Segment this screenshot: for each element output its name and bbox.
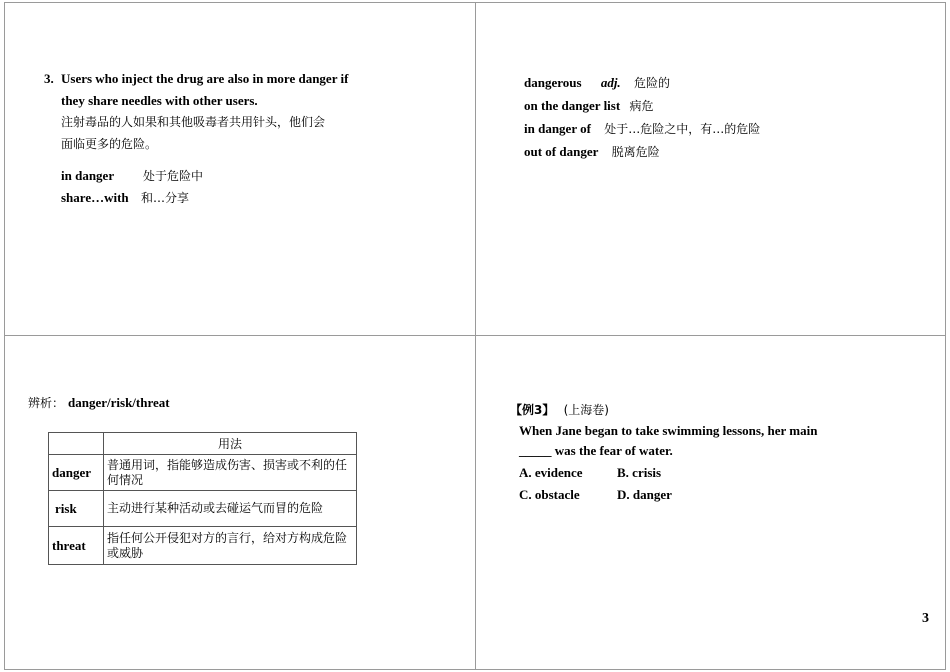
table-row [49, 527, 357, 565]
table-row [49, 491, 357, 527]
table-cell-usage: 主动进行某种活动或去碰运气而冒的危险 [104, 491, 357, 527]
vocab-cn: 脱离危险 [611, 145, 660, 159]
heading-en: danger/risk/threat [68, 395, 170, 410]
vocab-row [524, 74, 670, 91]
table-cell-usage: 指任何公开侵犯对方的言行，给对方构成危险或威胁 [104, 527, 357, 565]
vocab-en: on the danger list [524, 98, 621, 113]
vocab-row [524, 143, 660, 160]
phrase-cn: 处于危险中 [143, 169, 204, 183]
vocab-cn: 处于…危险之中，有…的危险 [604, 122, 761, 136]
page-number: 3 [922, 611, 929, 626]
option-d: D. danger [617, 487, 672, 502]
example-heading [510, 401, 609, 418]
question-line-1: When Jane began to take swimming lessons, her main [519, 423, 818, 438]
table-header-row [49, 433, 357, 455]
translation-line-1: 注射毒品的人如果和其他吸毒者共用针头，他们会 [61, 115, 326, 129]
vocab-pos: adj. [600, 75, 621, 90]
table-header-usage: 用法 [104, 433, 357, 455]
item-number: 3. [44, 71, 54, 86]
table-cell-word: risk [49, 491, 104, 527]
sentence-line-2: they share needles with other users. [61, 93, 258, 108]
phrase-en: in danger [61, 168, 115, 183]
usage-table [48, 432, 357, 565]
vocab-cn: 病危 [629, 99, 654, 113]
slide-frame-top-right [475, 2, 946, 336]
option-b: B. crisis [617, 465, 662, 480]
heading-cn: 辨析： [28, 396, 65, 410]
vocab-en: out of danger [524, 144, 599, 159]
vocab-en: dangerous [524, 75, 582, 90]
vocab-row [524, 120, 760, 137]
option-a: A. evidence [519, 465, 583, 480]
example-source: (上海卷) [563, 403, 609, 417]
sentence-line-1: Users who inject the drug are also in more danger if [61, 71, 349, 86]
table-cell-word: threat [49, 527, 104, 565]
phrase-cn: 和…分享 [141, 191, 190, 205]
example-label: 【例3】 [510, 403, 555, 417]
vocab-row [524, 97, 653, 114]
question-line-2: _____ was the fear of water. [519, 443, 673, 458]
option-c: C. obstacle [519, 487, 580, 502]
table-cell-usage: 普通用词，指能够造成伤害、损害或不利的任何情况 [104, 455, 357, 491]
table-header-empty [49, 433, 104, 455]
comparison-heading [28, 394, 170, 411]
table-row [49, 455, 357, 491]
translation-line-2: 面临更多的危险。 [61, 137, 158, 151]
phrase-row [61, 189, 189, 206]
vocab-en: in danger of [524, 121, 591, 136]
table-cell-word: danger [49, 455, 104, 491]
phrase-en: share…with [61, 190, 129, 205]
vocab-cn: 危险的 [633, 76, 670, 90]
phrase-row [61, 167, 203, 184]
